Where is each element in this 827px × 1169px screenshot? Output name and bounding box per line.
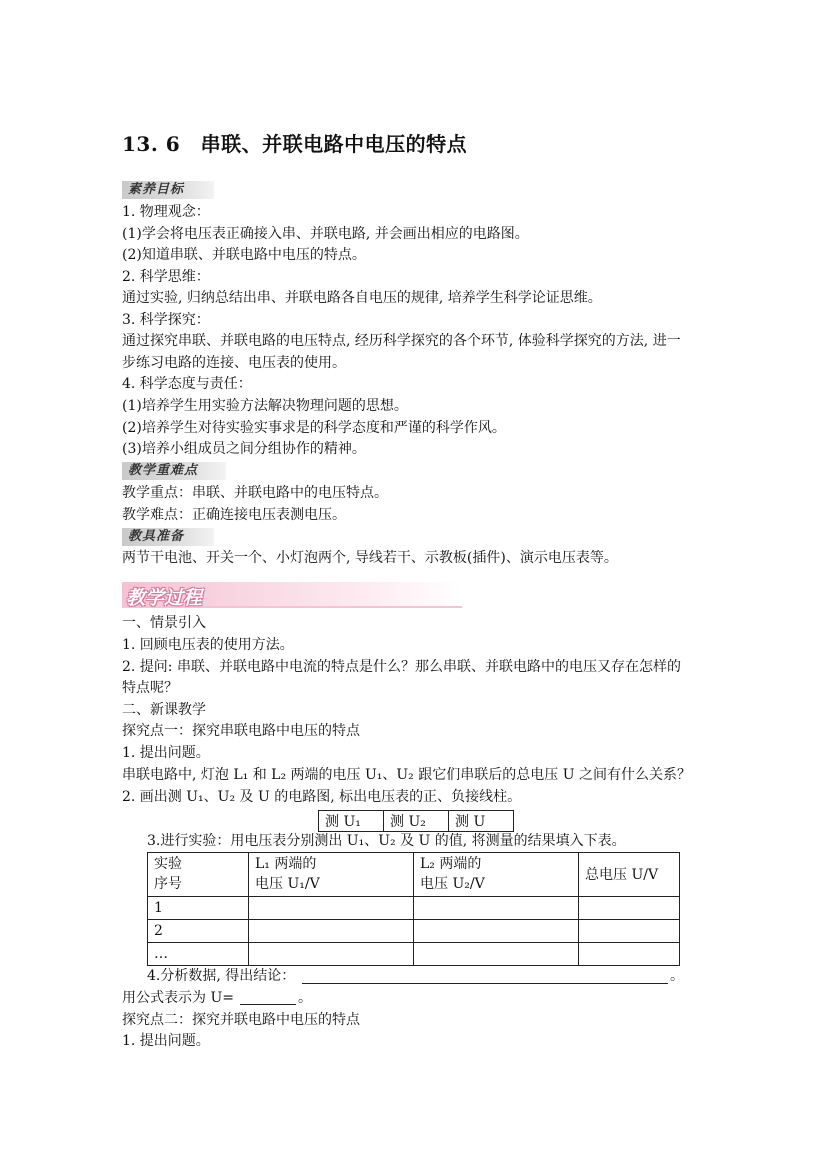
text-line: 1. 物理观念： (122, 204, 210, 220)
text-line: 。 (298, 990, 312, 1006)
measure-cell: 测 U₂ (384, 811, 449, 832)
page-title: 13. 6 串联、并联电路中电压的特点 (122, 132, 468, 156)
data-table (147, 852, 680, 966)
text-line: 步练习电路的连接、电压表的使用。 (122, 355, 346, 371)
text-line: 1. 提出问题。 (122, 745, 210, 761)
text-line: 教学难点：正确连接电压表测电压。 (122, 507, 346, 523)
section-banner-label: 教学过程 (126, 587, 203, 609)
table-cell (414, 897, 579, 920)
table-header-cell: 实验 序号 (148, 853, 249, 897)
section-banner-process (122, 582, 462, 608)
text-line: 特点呢？ (122, 680, 178, 696)
text-line: 串联电路中, 灯泡 L₁ 和 L₂ 两端的电压 U₁、U₂ 跟它们串联后的总电压 U 之间有什么关系？ (122, 767, 691, 783)
table-cell (579, 943, 680, 966)
text-line: (1)培养学生用实验方法解决物理问题的思想。 (122, 398, 408, 414)
text-line: (2)培养学生对待实验实事求是的科学态度和严谨的科学作风。 (122, 420, 506, 436)
section-tag-materials: 教具准备 (122, 528, 214, 546)
table-row (148, 897, 680, 920)
answer-blank (302, 983, 668, 984)
text-line: 教学重点：串联、并联电路中的电压特点。 (122, 485, 388, 501)
table-header-cell: 总电压 U/V (579, 853, 680, 897)
table-cell (249, 943, 414, 966)
table-cell (579, 920, 680, 943)
text-line: 用公式表示为 U= (122, 990, 234, 1006)
text-line: 探究点二：探究并联电路中电压的特点 (122, 1012, 360, 1028)
section-tag-key-points: 教学重难点 (122, 462, 226, 480)
text-line: 二、新课教学 (122, 702, 206, 718)
table-cell: 2 (148, 920, 249, 943)
text-line: 通过实验, 归纳总结出串、并联电路各自电压的规律, 培养学生科学论证思维。 (122, 290, 602, 306)
text-line: 1. 提出问题。 (122, 1033, 210, 1049)
table-row (148, 943, 680, 966)
table-cell (414, 943, 579, 966)
table-cell (249, 920, 414, 943)
text-line: 探究点一：探究串联电路中电压的特点 (122, 723, 360, 739)
measure-cell: 测 U (449, 811, 514, 832)
text-line: 3.进行实验：用电压表分别测出 U₁、U₂ 及 U 的值, 将测量的结果填入下表。 (147, 833, 626, 849)
measure-table (318, 810, 514, 832)
table-cell (579, 897, 680, 920)
table-header-cell: L₂ 两端的 电压 U₂/V (414, 853, 579, 897)
section-tag-goals: 素养目标 (122, 181, 214, 199)
table-header-cell: L₁ 两端的 电压 U₁/V (249, 853, 414, 897)
text-line: (3)培养小组成员之间分组协作的精神。 (122, 441, 366, 457)
answer-blank (240, 1004, 296, 1005)
measure-cell: 测 U₁ (319, 811, 384, 832)
table-cell (249, 897, 414, 920)
table-row (148, 920, 680, 943)
text-line: 2. 画出测 U₁、U₂ 及 U 的电路图, 标出电压表的正、负接线柱。 (122, 789, 522, 805)
text-line: 2. 科学思维： (122, 269, 210, 285)
text-line: (1)学会将电压表正确接入串、并联电路, 并会画出相应的电路图。 (122, 226, 529, 242)
text-line: 两节干电池、开关一个、小灯泡两个, 导线若干、示教板(插件)、演示电压表等。 (122, 550, 618, 566)
text-line: 4.分析数据, 得出结论： (147, 968, 296, 984)
text-line: 3. 科学探究： (122, 312, 210, 328)
text-line: 4. 科学态度与责任： (122, 376, 252, 392)
text-line: 2. 提问: 串联、并联电路中电流的特点是什么？那么串联、并联电路中的电压又存在怎样的 (122, 659, 681, 675)
text-line: 。 (670, 968, 684, 984)
text-line: 通过探究串联、并联电路的电压特点, 经历科学探究的各个环节, 体验科学探究的方法, 进一 (122, 333, 681, 349)
table-cell: 1 (148, 897, 249, 920)
text-line: 一、情景引入 (122, 615, 206, 631)
table-cell: … (148, 943, 249, 966)
table-cell (414, 920, 579, 943)
text-line: 1. 回顾电压表的使用方法。 (122, 637, 294, 653)
text-line: (2)知道串联、并联电路中电压的特点。 (122, 247, 366, 263)
